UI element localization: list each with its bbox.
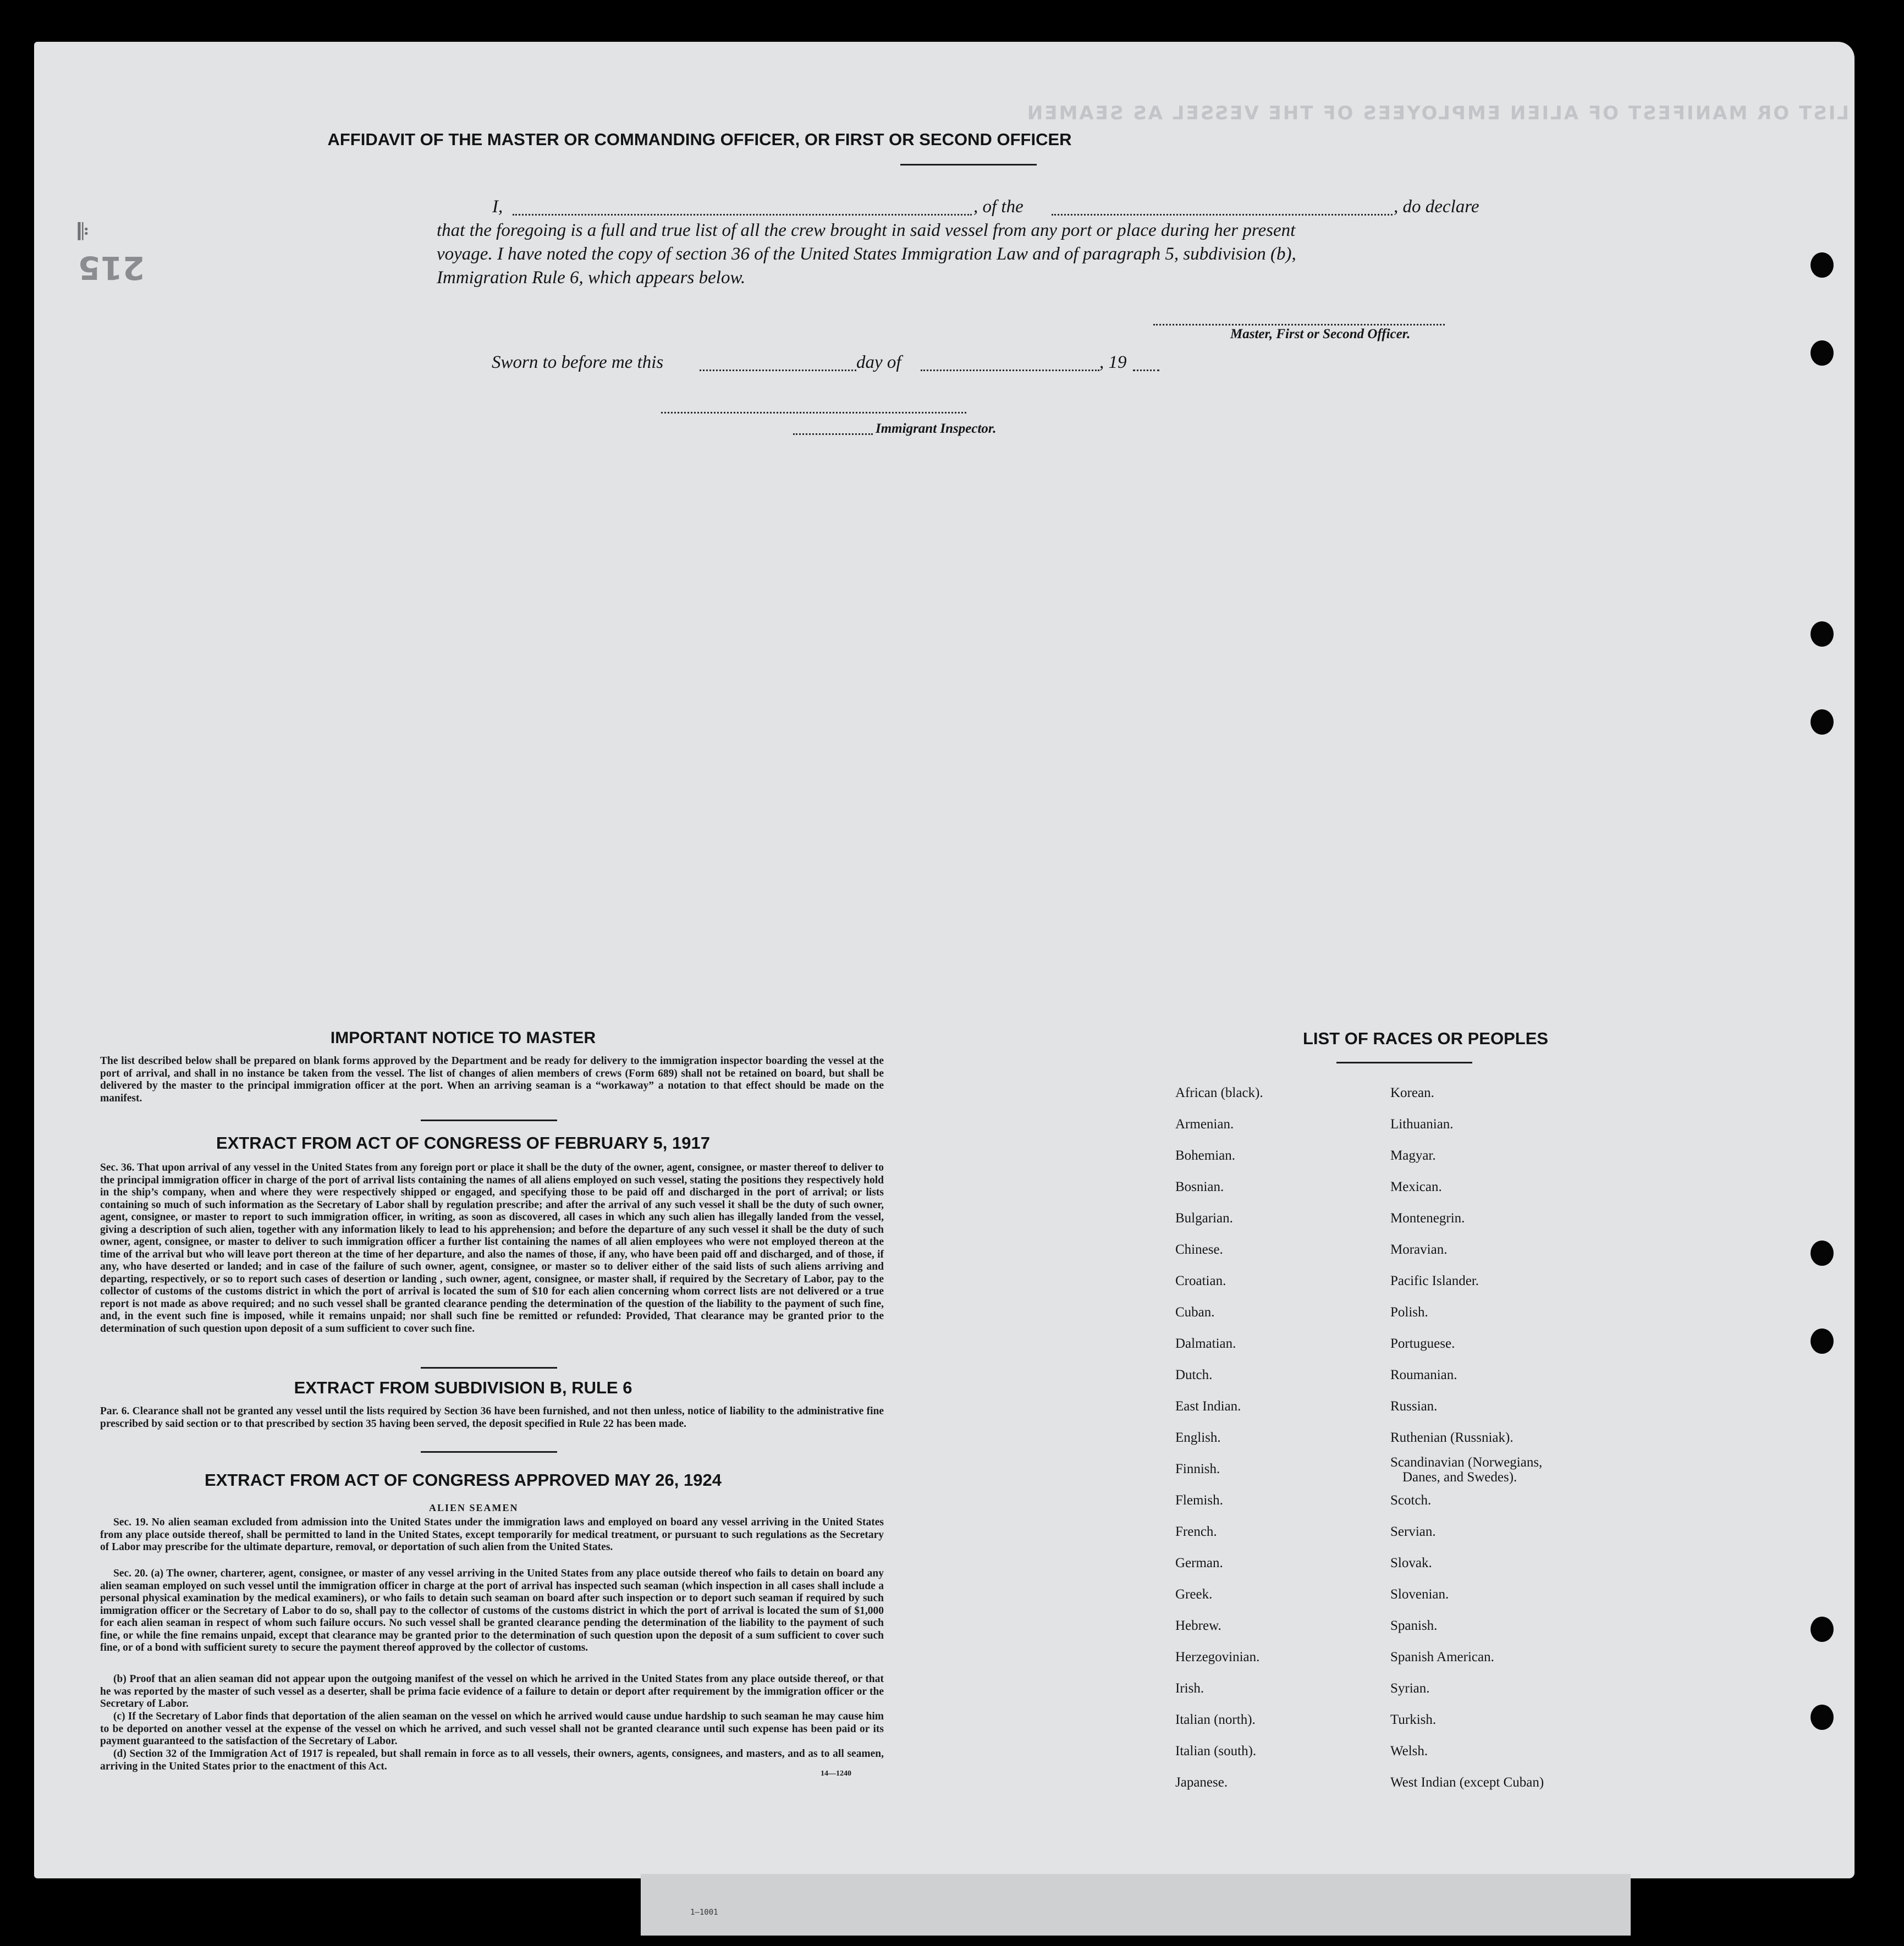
race-item: Scotch. [1390,1493,1432,1508]
race-item: Polish. [1390,1305,1428,1320]
master-signature-line[interactable] [1153,324,1445,326]
sworn-year-line[interactable] [1133,370,1159,371]
race-item: Italian (south). [1175,1744,1257,1758]
race-item: Korean. [1390,1085,1434,1100]
extract-1924-title: EXTRACT FROM ACT OF CONGRESS APPROVED MAY 26, 1924 [205,1470,722,1490]
binder-hole-7 [1811,1617,1834,1642]
races-title-rule [1336,1062,1472,1063]
race-item-part: Scandinavian (Norwegians, [1390,1455,1543,1470]
margin-stamp [78,212,188,284]
vessel-prefix: , of the [973,197,1023,217]
race-item: Bulgarian. [1175,1211,1233,1226]
race-item: Irish. [1175,1681,1204,1696]
race-item: Moravian. [1390,1242,1448,1257]
race-item: Roumanian. [1390,1368,1457,1382]
binder-hole-6 [1811,1328,1834,1354]
races-title: LIST OF RACES OR PEOPLES [1302,1029,1549,1048]
race-item: Turkish. [1390,1712,1437,1727]
extract-1924-p3: (b) Proof that an alien seaman did not appear upon the outgoing manifest of the vessel on which he arrived in the United States from any place outside thereof, or that he was reported by the master of such vessel as a deserter, shall be prima facie evidence of a failure to detain or deport after requirement by the immigration officer or the Secretary of Labor. [100,1673,884,1710]
notice-rule [421,1120,557,1121]
binder-hole-2 [1811,340,1834,366]
race-item: Spanish. [1390,1618,1438,1633]
sworn-day-of: day of [856,352,901,372]
extract-rule6-text: Par. 6. Clearance shall not be granted any vessel until the lists required by Section 36 have been furnished, and not then unless, notice of liability to the administrative fine prescribed by said section or to that prescribed by section 35 having been served, the deposit specified in Rule 22 has been made. [100,1405,884,1430]
extract-1924-p4: (c) If the Secretary of Labor finds that deportation of the alien seaman on the vessel on which he arrived would cause undue hardship to such seaman he may cause him to be deported on another vessel at the expense of the vessel on which he arrived, and such vessel shall not be granted clearance until such expense has been paid or its payment guaranteed to the satisfaction of the Secretary of Labor. [100,1711,884,1747]
race-item [1390,1455,1542,1485]
bleed-through-header: LIST OR MANIFEST OF ALIEN EMPLOYEES OF THE VESSEL AS SEAMEN [1025,102,1849,124]
race-item: Pacific Islander. [1390,1274,1479,1288]
extract-1924-subtitle: ALIEN SEAMEN [429,1502,519,1513]
race-item: Herzegovinian. [1175,1650,1260,1664]
race-item: Syrian. [1390,1681,1430,1696]
margin-stamp-symbol: 𝄆 [78,219,89,245]
race-item: Flemish. [1175,1493,1223,1508]
inspector-short-line [793,433,873,435]
race-item: Dalmatian. [1175,1336,1236,1351]
binder-hole-1 [1811,252,1834,278]
race-item: Montenegrin. [1390,1211,1465,1226]
binder-hole-3 [1811,621,1834,647]
race-item-part: Danes, and Swedes). [1402,1470,1517,1485]
sworn-month-line[interactable] [921,370,1099,371]
affidavit-line-4: Immigration Rule 6, which appears below. [437,268,746,288]
extract-1924-p5: (d) Section 32 of the Immigration Act of 1917 is repealed, but shall remain in force as to all vessels, their owners, agents, consignees, and masters, and as to all seamen, arriving in the United States prior to the enactment of this Act. [100,1748,884,1772]
race-item: Slovenian. [1390,1587,1449,1602]
race-item: Bosnian. [1175,1179,1224,1194]
race-item: Armenian. [1175,1117,1234,1132]
sworn-year-prefix: , 19 [1099,352,1127,372]
race-item: Finnish. [1175,1462,1220,1476]
race-item: Italian (north). [1175,1712,1256,1727]
race-item: Bohemian. [1175,1148,1236,1163]
notice-title: IMPORTANT NOTICE TO MASTER [330,1029,596,1047]
race-item: Welsh. [1390,1744,1428,1758]
binder-hole-5 [1811,1241,1834,1266]
margin-stamp-number: 215 [78,249,145,286]
race-item: German. [1175,1556,1223,1570]
race-item: Mexican. [1390,1179,1442,1194]
race-item: Hebrew. [1175,1618,1221,1633]
sworn-prefix: Sworn to before me this [492,352,664,372]
strip-code: 1—1001 [690,1908,718,1917]
extract-1924-p1: Sec. 19. No alien seaman excluded from admission into the United States under the immigration laws and employed on board any vessel arriving in the United States from any place outside thereof, shall be permitted to land in the United States, except temporarily for medical treatment, or pursuant to such regulations as the Secretary of Labor may prescribe for the ultimate departure, removal, or deportation of such alien from the United States. [100,1517,884,1553]
race-item: Cuban. [1175,1305,1215,1320]
extract-1924-p2: Sec. 20. (a) The owner, charterer, agent, consignee, or master of any vessel arriving in the United States from any place outside thereof who fails to detain on board any alien seaman employed on such vessel until the immigration officer in charge at the port of arrival has inspected such seaman (which inspection in all cases shall include a personal physical examination by the medical examiners), or who fails to detain such seaman on board after such inspection or to deport such seaman if required by such immigration officer or the Secretary of Labor to do so, shall pay to the collector of customs of the customs district in which the port of arrival is located the sum of $1,000 for each alien seaman in respect of whom such failure occurs. No such vessel shall be granted clearance pending the determination of the liability to the payment of such fine, or while the fine remains unpaid, except that clearance may be granted prior to the determination of such question upon the deposit of a sum sufficient to cover such fine, or of a bond with sufficient surety to secure the payment thereof approved by the collector of customs. [100,1568,884,1653]
race-item: English. [1175,1430,1221,1445]
master-signature-label: Master, First or Second Officer. [1230,327,1411,341]
extract-rule6-title: EXTRACT FROM SUBDIVISION B, RULE 6 [294,1378,632,1397]
notice-text: The list described below shall be prepared on blank forms approved by the Department and be ready for delivery to the immigration inspector boarding the vessel at the port of arrival, and shall in no instance be taken from the vessel. The list of changes of alien members of crews (Form 689) shall not be retained on board, but shall be delivered by the master to the principal immigration officer at the port. When an arriving seaman is a “workaway” a notation to that effect should be made on the manifest. [100,1055,884,1104]
race-item: Magyar. [1390,1148,1436,1163]
inspector-label: Immigrant Inspector. [876,421,997,436]
declare-text: , do declare [1394,197,1479,217]
form-number: 14—1240 [821,1769,851,1778]
affidavit-line-3: voyage. I have noted the copy of section 36 of the United States Immigration Law and of paragraph 5, subdivision (b), [437,244,1296,264]
vessel-name-line[interactable] [1052,214,1393,216]
extract-1917-title: EXTRACT FROM ACT OF CONGRESS OF FEBRUARY 5, 1917 [216,1133,710,1153]
race-item: Ruthenian (Russniak). [1390,1430,1514,1445]
race-item: Slovak. [1390,1556,1432,1570]
race-item: Portuguese. [1390,1336,1455,1351]
extract-rule6-rule [421,1451,557,1453]
inspector-signature-line[interactable] [661,412,966,414]
extract-1917-rule [421,1367,557,1369]
race-item: East Indian. [1175,1399,1241,1414]
declarant-prefix: I, [492,197,503,217]
affidavit-title-rule [900,164,1037,166]
race-item: Chinese. [1175,1242,1223,1257]
form-page [34,42,1855,1878]
binder-hole-4 [1811,709,1834,735]
sworn-day-line[interactable] [700,370,856,371]
race-item: Dutch. [1175,1368,1213,1382]
race-item: African (black). [1175,1085,1263,1100]
binder-hole-8 [1811,1705,1834,1730]
affidavit-line-2: that the foregoing is a full and true list of all the crew brought in said vessel from any port or place during her present [437,220,1296,240]
bottom-tab-strip [641,1874,1631,1936]
race-item: Lithuanian. [1390,1117,1454,1132]
affidavit-title: AFFIDAVIT OF THE MASTER OR COMMANDING OFFICER, OR FIRST OR SECOND OFFICER [327,130,1072,149]
race-item: French. [1175,1524,1217,1539]
race-item: Servian. [1390,1524,1436,1539]
race-item: Japanese. [1175,1775,1228,1790]
race-item: Spanish American. [1390,1650,1494,1664]
race-item: Russian. [1390,1399,1438,1414]
declarant-name-line[interactable] [513,214,972,216]
race-item: West Indian (except Cuban) [1390,1775,1544,1790]
race-item: Greek. [1175,1587,1213,1602]
extract-1917-text: Sec. 36. That upon arrival of any vessel in the United States from any foreign port or place it shall be the duty of the owner, agent, consignee, or master thereof to deliver to the principal immigration officer in charge of the port of arrival lists containing the names of all aliens employed on such vessel, stating the positions they respectively hold in the ship’s company, when and where they were respectively shipped or engaged, and specifying those to be paid off and discharged in the port of arrival; or lists containing so much of such information as the Secretary of Labor shall by regulation prescribe; and after the arrival of any such vessel it shall be the duty of such owner, agent, consignee, or master to report to such immigration officer, in writing, as soon as discovered, all cases in which any such alien has illegally landed from the vessel, giving a description of such alien, together with any information likely to lead to his apprehension; and before the departure of any such vessel it shall be the duty of such owner, agent, consignee, or master to deliver to such immigration officer a further list containing the names of all alien employees who were not employed thereon at the time of the arrival but who will leave port thereon at the time of her departure, and also the names of those, if any, who have been paid off and discharged, and of those, if any, who have deserted or landed; and in case of the failure of such owner, agent, consignee, or master so to deliver either of the said lists of such aliens arriving and departing, respectively, or so to report such cases of desertion or landing , such owner, agent, consignee, or master shall, if required by the Secretary of Labor, pay to the collector of customs of the customs district in which the port of arrival is located the sum of $10 for each alien concerning whom correct lists are not delivered or a true report is not made as above required; and no such vessel shall be granted clearance pending the determination of the question of the liability to the payment of such fine, and, in the event such fine is imposed, while it remains unpaid; nor shall such fine be remitted or refunded: Provided, That clearance may be granted prior to the determination of such question upon deposit of a sum sufficient to cover such fine. [100,1162,884,1335]
race-item: Croatian. [1175,1274,1226,1288]
